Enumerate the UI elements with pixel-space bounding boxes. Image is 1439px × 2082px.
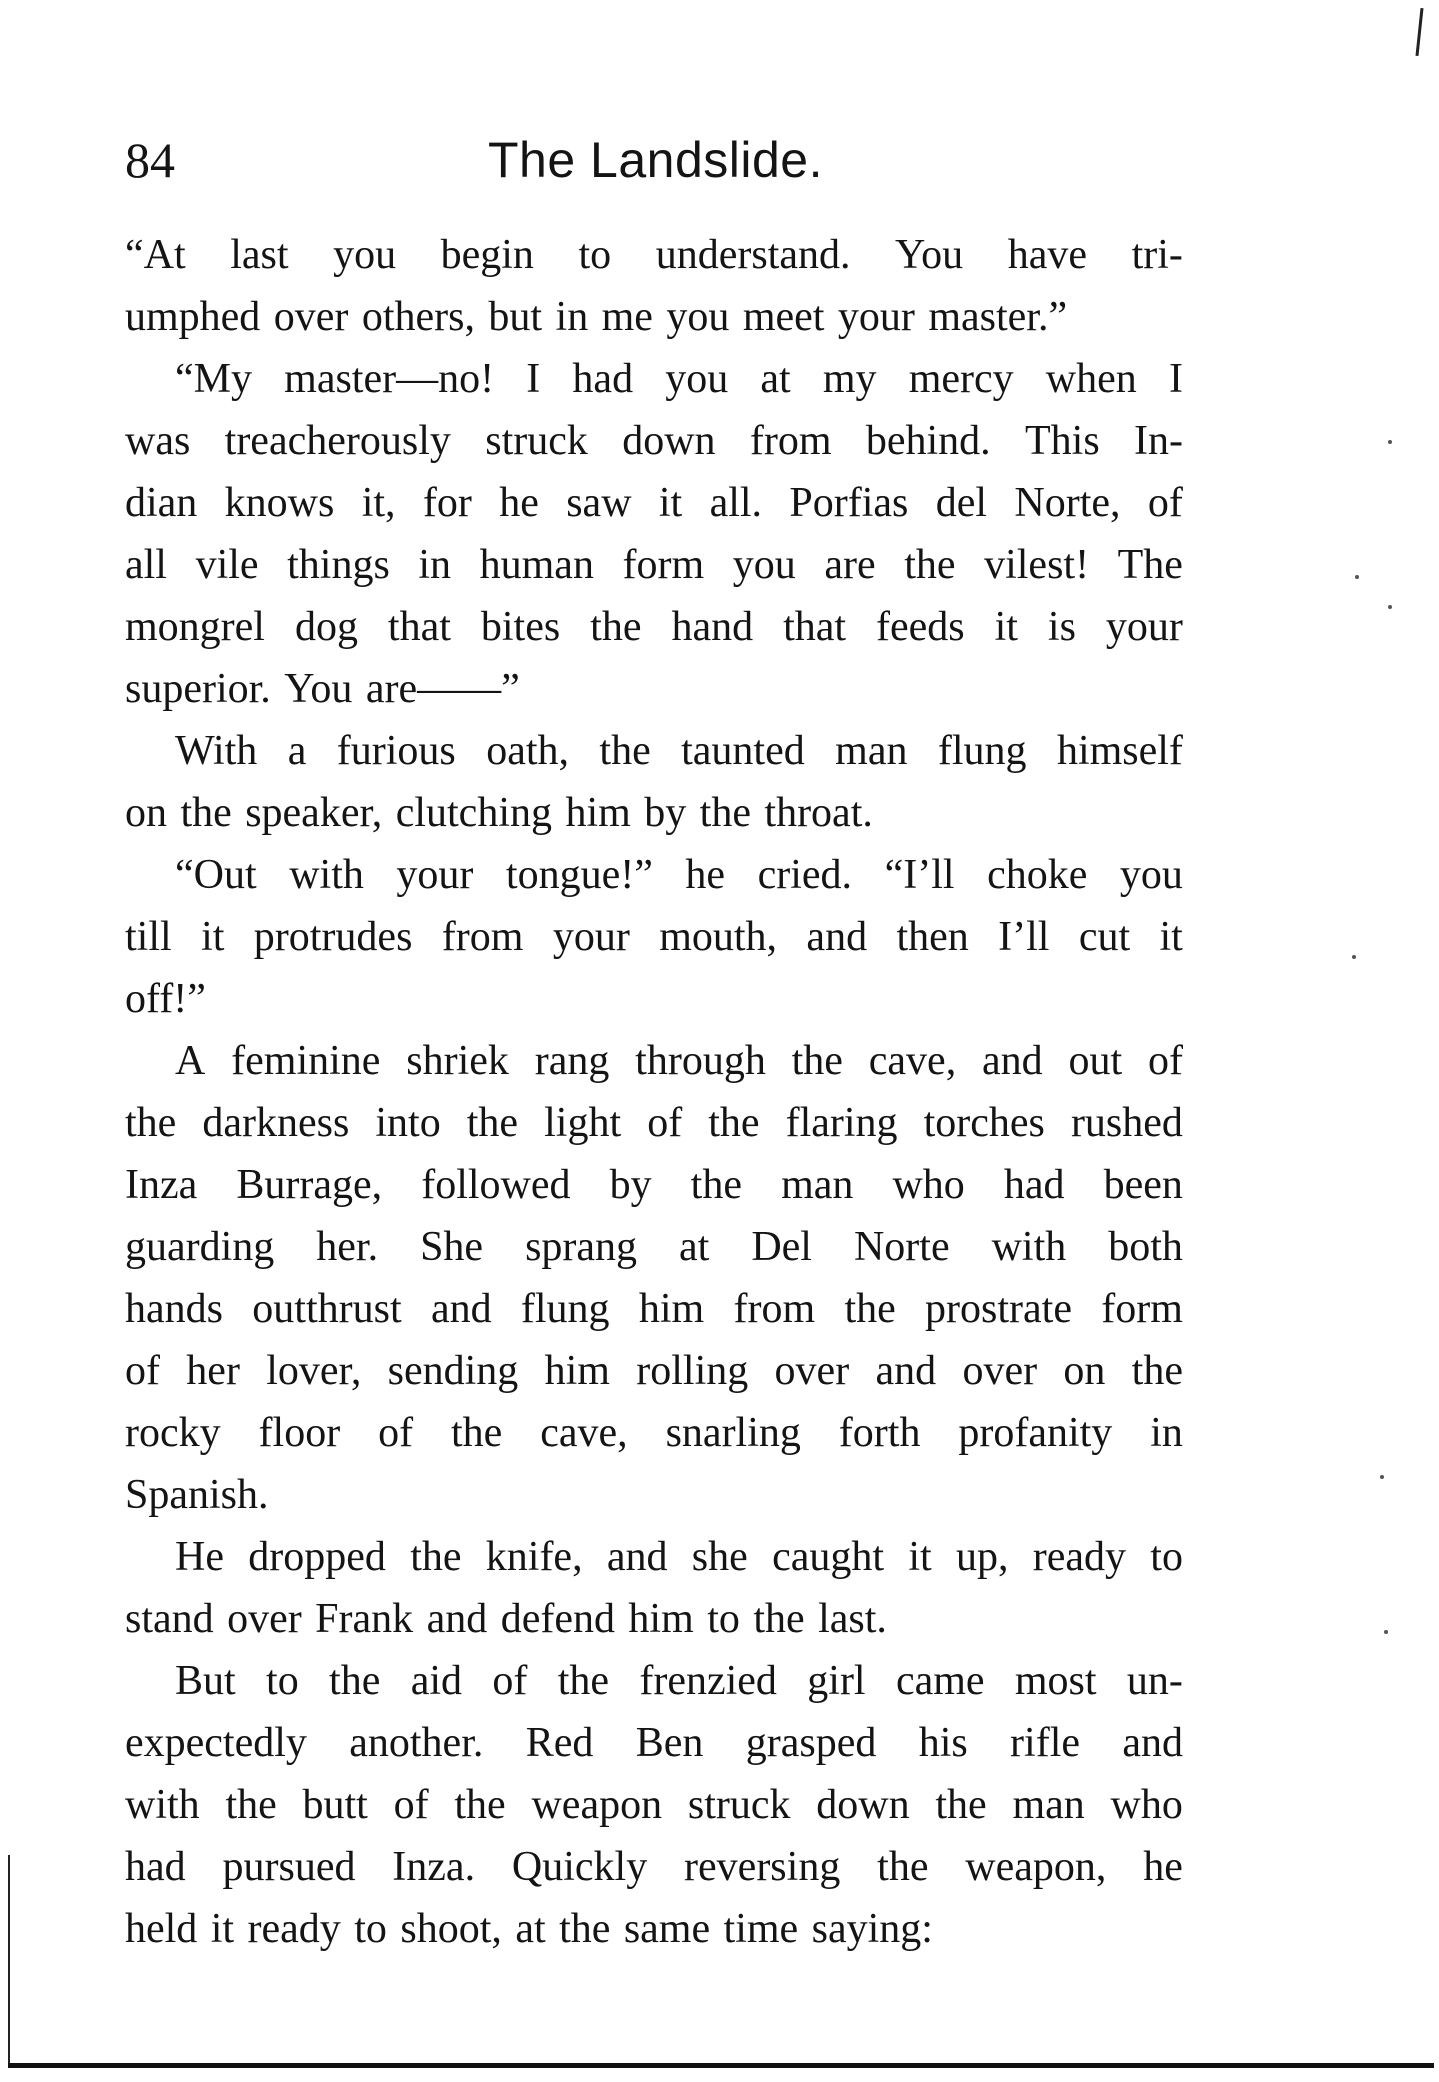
scan-edge-line-bottom	[8, 2063, 1434, 2068]
paragraph	[125, 1650, 1183, 1960]
page-number: 84	[125, 132, 175, 188]
scan-speck	[1384, 1630, 1388, 1634]
paragraph	[125, 1526, 1183, 1650]
paragraph	[125, 844, 1183, 1030]
text-line: rocky floor of the cave, snarling forth profanity in	[125, 1410, 1183, 1456]
text-line: stand over Frank and defend him to the last.	[125, 1596, 887, 1642]
body-text	[125, 224, 1183, 1960]
text-line: on the speaker, clutching him by the throat.	[125, 790, 873, 836]
text-line: held it ready to shoot, at the same time saying:	[125, 1906, 933, 1952]
scan-speck	[1352, 955, 1356, 959]
text-line: Inza Burrage, followed by the man who had been	[125, 1162, 1183, 1208]
paragraph	[125, 348, 1183, 720]
text-line: dian knows it, for he saw it all. Porfias del Norte, of	[125, 480, 1183, 526]
text-line: was treacherously struck down from behind. This In-	[125, 418, 1183, 464]
scan-speck	[1355, 575, 1359, 579]
text-line: He dropped the knife, and she caught it up, ready to	[175, 1534, 1183, 1580]
paragraph	[125, 224, 1183, 348]
paragraph	[125, 1030, 1183, 1526]
scan-speck	[1388, 440, 1392, 444]
text-line: with the butt of the weapon struck down the man who	[125, 1782, 1183, 1828]
scan-edge-mark	[1415, 8, 1423, 56]
text-line: had pursued Inza. Quickly reversing the weapon, he	[125, 1844, 1183, 1890]
running-head	[125, 125, 1185, 195]
text-line: “My master—no! I had you at my mercy when I	[175, 356, 1183, 402]
text-line: mongrel dog that bites the hand that feeds it is your	[125, 604, 1183, 650]
text-line: superior. You are——”	[125, 666, 520, 712]
text-line: But to the aid of the frenzied girl came most un-	[175, 1658, 1183, 1704]
scan-edge-line-left	[8, 1855, 10, 2065]
paragraph	[125, 720, 1183, 844]
text-line: all vile things in human form you are the vilest! The	[125, 542, 1183, 588]
text-line: hands outthrust and flung him from the prostrate form	[125, 1286, 1183, 1332]
text-line: expectedly another. Red Ben grasped his rifle and	[125, 1720, 1183, 1766]
scan-speck	[1380, 1475, 1384, 1479]
text-line: “At last you begin to understand. You have tri-	[125, 232, 1183, 278]
text-line: Spanish.	[125, 1472, 269, 1518]
running-title: The Landslide.	[488, 132, 824, 188]
text-line: “Out with your tongue!” he cried. “I’ll choke you	[175, 852, 1183, 898]
scan-speck	[1388, 605, 1392, 609]
text-line: guarding her. She sprang at Del Norte with both	[125, 1224, 1183, 1270]
text-line: off!”	[125, 976, 206, 1022]
text-line: the darkness into the light of the flaring torches rushed	[125, 1100, 1183, 1146]
text-line: till it protrudes from your mouth, and then I’ll cut it	[125, 914, 1183, 960]
text-line: umphed over others, but in me you meet your master.”	[125, 294, 1068, 340]
text-line: A feminine shriek rang through the cave, and out of	[175, 1038, 1183, 1084]
text-line: With a furious oath, the taunted man flung himself	[175, 728, 1183, 774]
text-line: of her lover, sending him rolling over and over on the	[125, 1348, 1183, 1394]
